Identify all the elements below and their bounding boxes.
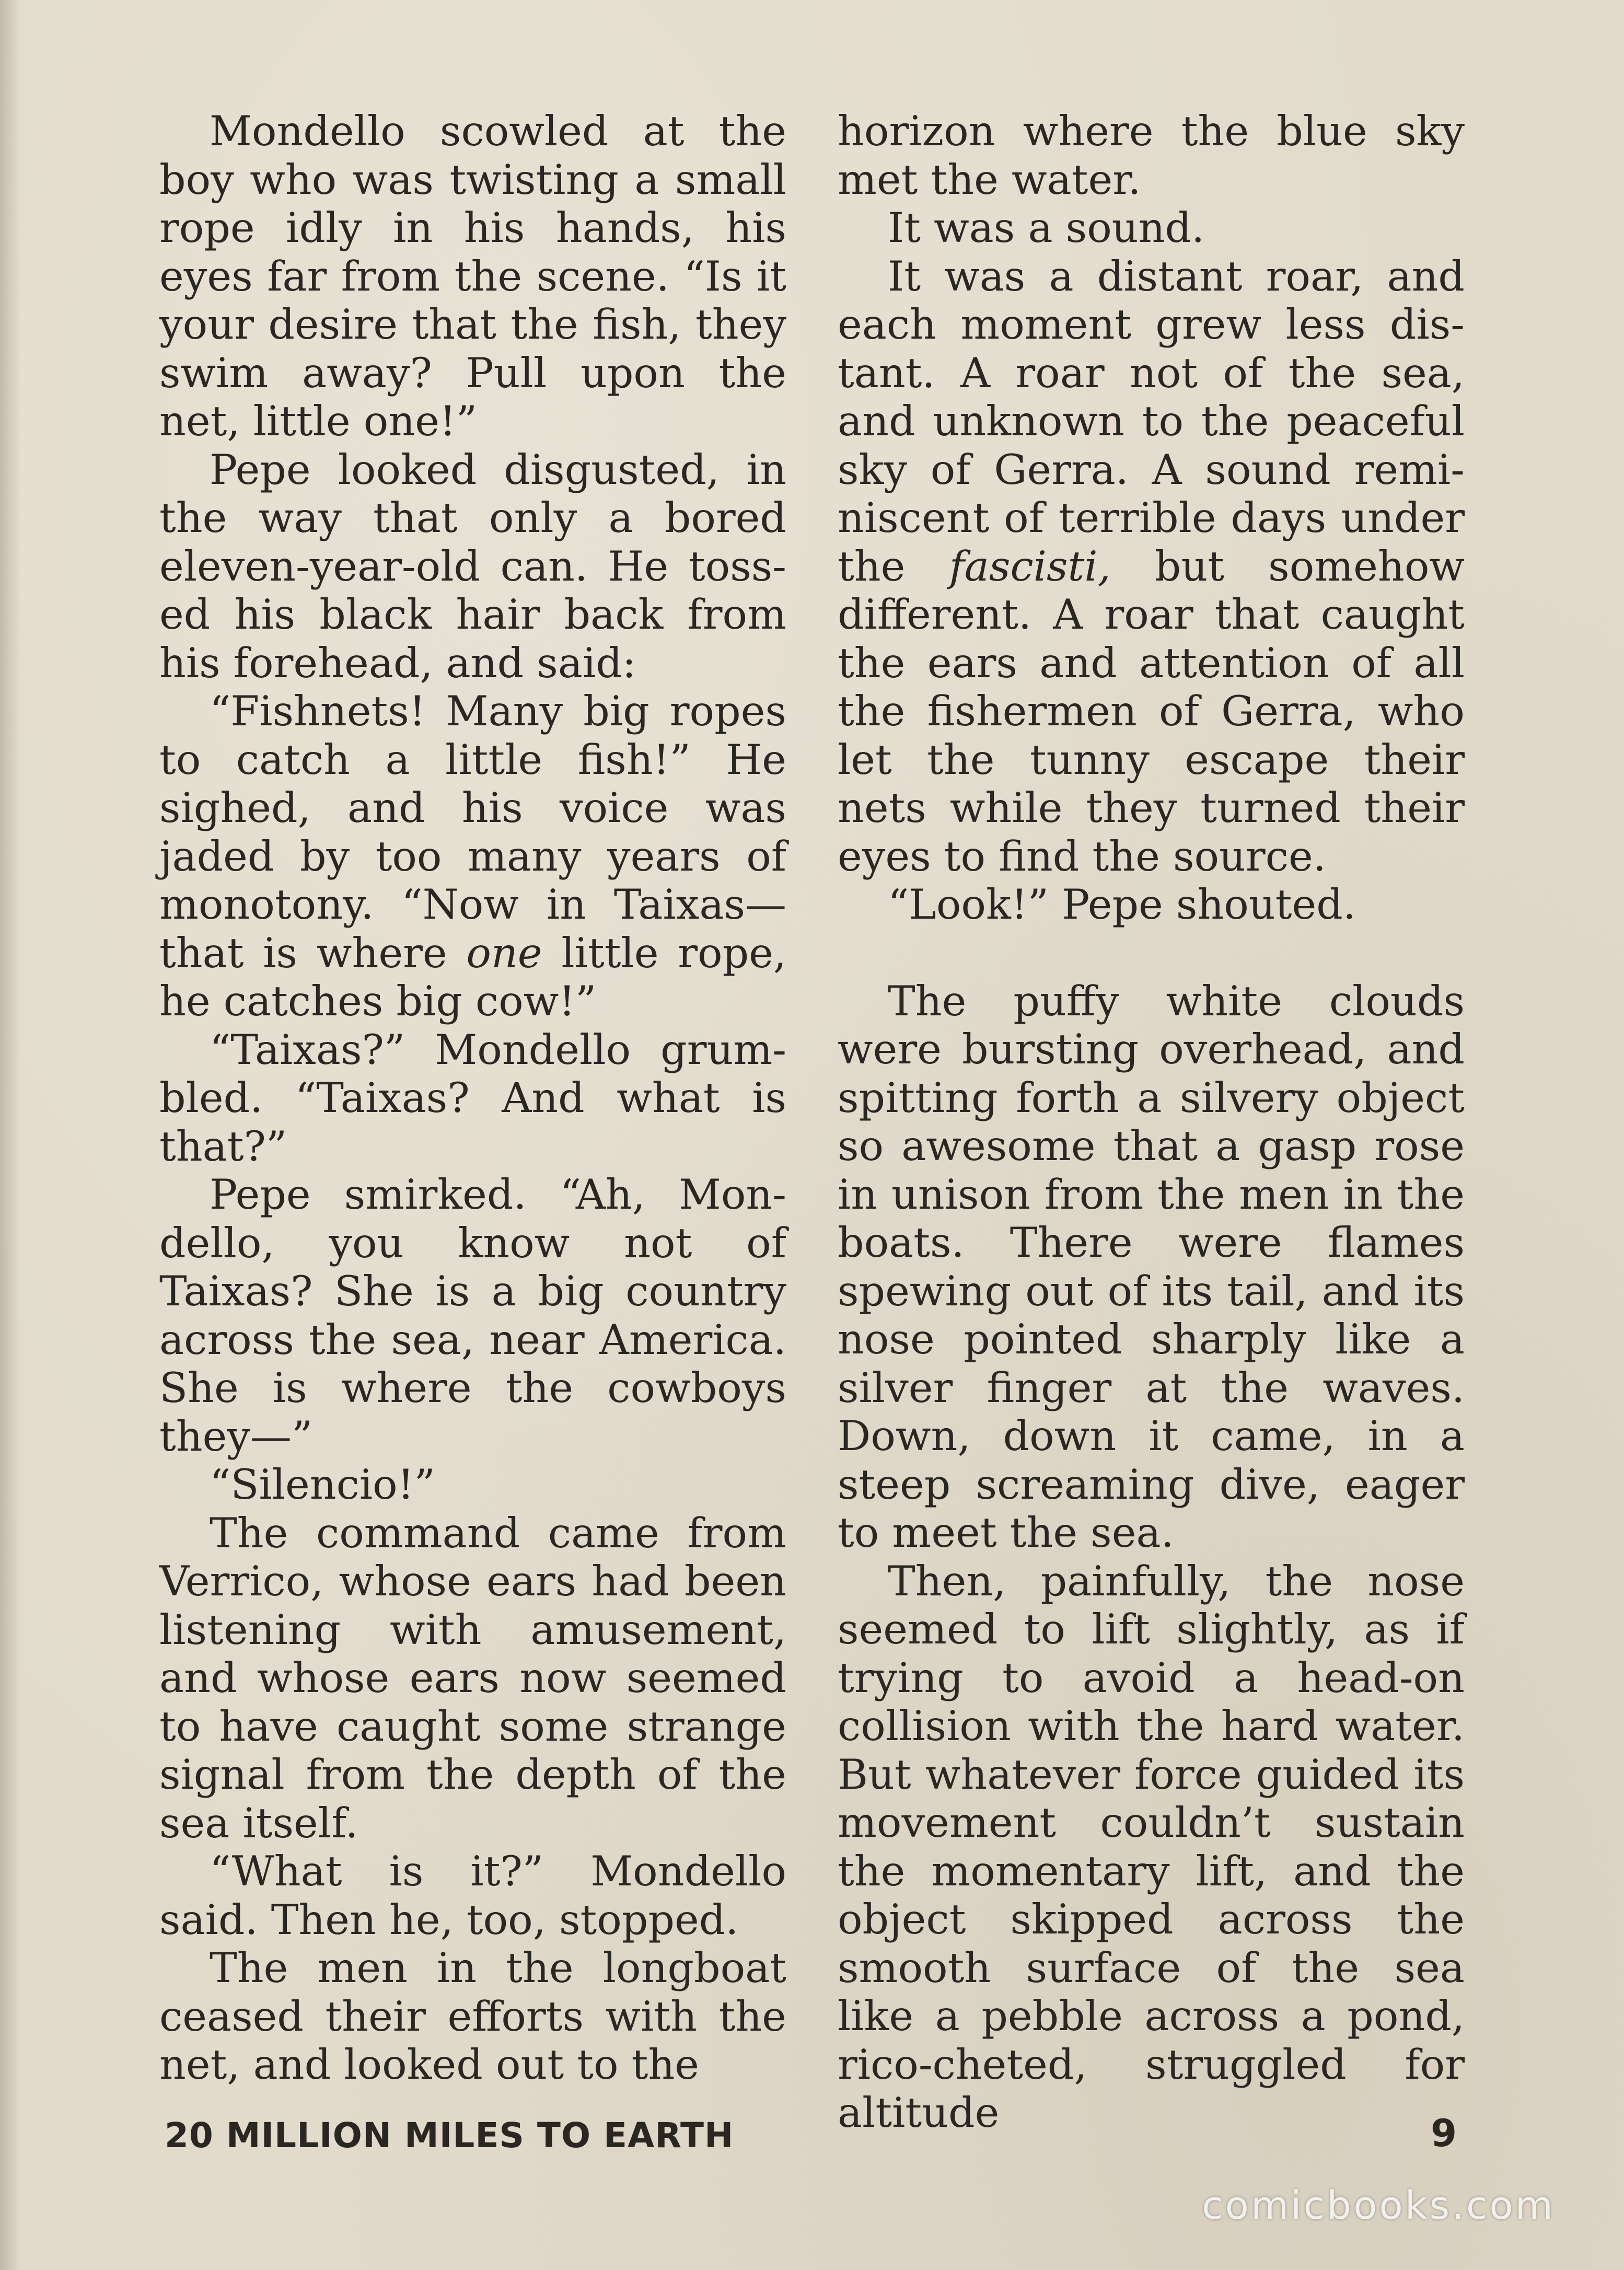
paragraph	[838, 252, 1465, 881]
paragraph: The men in the longboat ceased their efforts with the net, and looked out to the	[159, 1944, 786, 2089]
paragraph-text: “Fishnets! Many big ropes to catch a little fish!” He sighed, and his voice was jaded by too many years of monotony. “Now in Taixas—that is where	[159, 687, 786, 977]
running-footer-title: 20 MILLION MILES TO EARTH	[165, 2115, 734, 2156]
paragraph: Pepe smirked. “Ah, Mon-dello, you know not of Taixas? She is a big country across the sea, near America. She is where the cowboys they—”	[159, 1171, 786, 1461]
left-column	[159, 107, 786, 2089]
paragraph-text: It was a distant roar, and each moment grew less dis-tant. A roar not of the sea, and unknown to the peaceful sky of Gerra. A sound remi-niscent of terrible days under the	[838, 252, 1465, 590]
paragraph: “Taixas?” Mondello grum-bled. “Taixas? And what is that?”	[159, 1025, 786, 1171]
paragraph: Then, painfully, the nose seemed to lift slightly, as if trying to avoid a head-on collision with the hard water. But whatever force guided its movement couldn’t sustain the momentary lift, and the object skipped across the smooth surface of the sea like a pebble across a pond, rico-cheted, struggled for altitude	[838, 1557, 1465, 2137]
paragraph-text: little rope, he catches big cow!”	[159, 929, 787, 1025]
paragraph: “Silencio!”	[210, 1461, 435, 1509]
paragraph: The command came from Verrico, whose ears had been listening with amusement, and whose ears now seemed to have caught some strange signal from the depth of the sea itself.	[159, 1509, 786, 1847]
paragraph-text: but somehow different. A roar that caught the ears and attention of all the fishermen of Gerra, who let the tunny escape their nets while they turned their eyes to find the source.	[838, 542, 1465, 881]
right-column	[838, 107, 1465, 2137]
paragraph: Pepe looked disgusted, in the way that only a bored eleven-year-old can. He toss-ed his black hair back from his forehead, and said:	[159, 445, 786, 687]
emphasis-text: one	[466, 929, 542, 977]
emphasis-text: fascisti,	[949, 542, 1111, 590]
paragraph: It was a sound.	[888, 204, 1205, 252]
paragraph: The puffy white clouds were bursting overhead, and spitting forth a silvery object so awesome that a gasp rose in unison from the men in the boats. There were flames spewing out of its tail, and its nose pointed sharply like a silver finger at the waves. Down, down it came, in a steep screaming dive, eager to meet the sea.	[838, 977, 1465, 1557]
paragraph: Mondello scowled at the boy who was twisting a small rope idly in his hands, his eyes far from the scene. “Is it your desire that the fish, they swim away? Pull upon the net, little one!”	[159, 107, 786, 445]
watermark: comicbooks.com	[1202, 2183, 1555, 2228]
page-number: 9	[1431, 2111, 1457, 2155]
paragraph: horizon where the blue sky met the water.	[838, 107, 1465, 204]
spine-shadow	[0, 0, 21, 2270]
paragraph	[159, 687, 786, 1026]
paragraph: “Look!” Pepe shouted.	[888, 881, 1356, 929]
paragraph: “What is it?” Mondello said. Then he, too, stopped.	[159, 1847, 786, 1944]
